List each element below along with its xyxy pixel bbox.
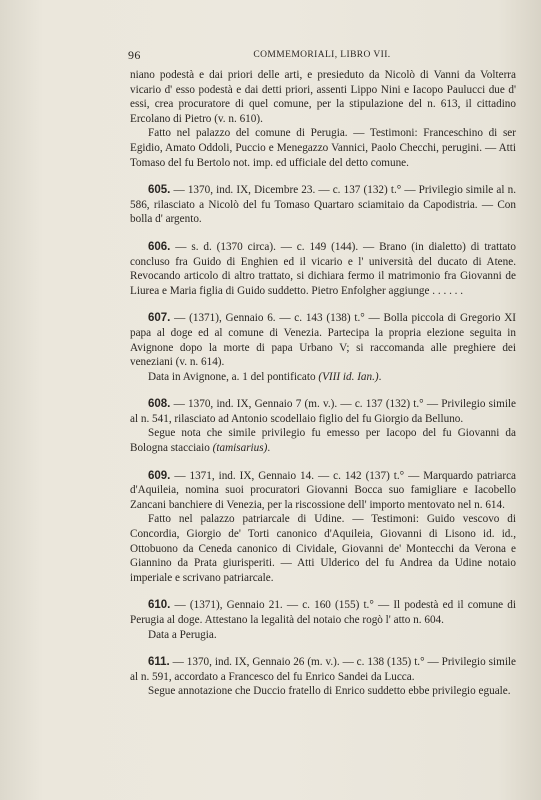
entry [130, 183, 516, 227]
entry-number: 607. [148, 312, 171, 325]
entry-text: — (1371), Gennaio 21. — c. 160 (155) t.° — Il podestà ed il comune di Perugia al doge. Attestano la legalità del notaio che rogò l' atto n. 604. [130, 599, 517, 626]
entry-text: — 1370, ind. IX, Gennaio 26 (m. v.). — c. 138 (135) t.° — Privilegio simile al n. 591, accordato a Francesco del fu Enrico Sandei da Lucca. [130, 656, 516, 683]
note-italic: (VIII id. Ian.) [318, 370, 379, 383]
entry-paragraph [130, 311, 516, 369]
entry-paragraph [130, 598, 516, 627]
entry-paragraph [130, 240, 516, 298]
note-text: Segue nota che simile privilegio fu emesso per Iacopo del fu Giovanni da Bologna stacciaio [130, 427, 516, 455]
entry-paragraph [130, 397, 516, 426]
note-text: Segue annotazione che Duccio fratello di Enrico suddetto ebbe privilegio eguale. [148, 685, 511, 698]
entry [130, 469, 516, 586]
entry-note [130, 426, 516, 455]
entry-paragraph [130, 469, 516, 513]
entry [130, 240, 516, 298]
continuation-paragraph: niano podestà e dai priori delle arti, e presieduto da Nicolò di Vanni da Volterra vicario d' esso podestà e dai detti priori, assenti Lippo Nini e Iacopo Paulucci due d' essi, crea procuratore di quel comune, per la stipulazione del n. 613, il cittadino Ercolano di Pietro (v. n. 610). [130, 69, 516, 125]
note-trailing: . [378, 370, 382, 383]
running-title: COMMEMORIALI, LIBRO VII. [253, 50, 391, 60]
page-body [130, 68, 516, 699]
entry-number: 611. [148, 656, 170, 669]
entry-number: 608. [148, 398, 171, 411]
entry-paragraph [130, 655, 516, 684]
entry-number: 605. [148, 184, 171, 197]
entry-text: — 1370, ind. IX, Dicembre 23. — c. 137 (132) t.° — Privilegio simile al n. 586, rilasciato a Nicolò del fu Tomaso Quartaro sciamitaio da Capodistria. — Con bolla d' argento. [130, 184, 516, 226]
entry-number: 610. [148, 599, 171, 612]
entries-list [130, 183, 516, 699]
entry-number: 609. [148, 469, 171, 482]
note-text: Fatto nel palazzo patriarcale di Udine. — Testimoni: Guido vescovo di Concordia, Giorgio de' Torti canonico d'Aquileia, Giovanni di Lisono id. id., Ottobuono da Ceneda canonico di Cividale, Giovanni de' Montecchi da Verona e Giannino da Prata giurisperiti. — Atti Ulderico del fu Andrea da Udine notaio imperiale e scrivano patriarcale. [130, 513, 516, 584]
note-italic: (tamisarius) [212, 442, 268, 455]
entry-text: — 1371, ind. IX, Gennaio 14. — c. 142 (137) t.° — Marquardo patriarca d'Aquileia, nomina suoi procuratori Giovanni Bocca suo famigliare e Iacobello Zancani banchiere di Venezia, per la riscossione dell' importo mentovato nel n. 614. [130, 469, 517, 511]
note-trailing: . [267, 442, 271, 455]
entry-text: — 1370, ind. IX, Gennaio 7 (m. v.). — c. 137 (132) t.° — Privilegio simile al n. 541, rilasciato ad Antonio scodellaio figlio del fu Giorgio da Belluno. [130, 398, 516, 425]
entry-note [130, 628, 516, 643]
entry-note [130, 512, 516, 585]
entry-text: — s. d. (1370 circa). — c. 149 (144). — Brano (in dialetto) di trattato concluso fra Guido di Enghien ed il vicario e l' università del ducato di Atene. Revocando articolo di altro trattato, si dichiara fermo il matrimonio fra Giovanni de Liurea e Maria figlia di Guido suddetto. Pietro Enfolgher aggiunge . . . . . . [130, 240, 517, 297]
page-header [128, 48, 516, 66]
entry-paragraph [130, 183, 516, 227]
entry-text: — (1371), Gennaio 6. — c. 143 (138) t.° — Bolla piccola di Gregorio XI papa al doge ed al comune di Venezia. Partecipa la propria elezione seguita in Avignone dopo la morte di papa Urbano V; si raccomanda alle preghiere dei veneziani (v. n. 614). [130, 312, 517, 369]
entry-note [130, 684, 516, 699]
continuation-note: Fatto nel palazzo del comune di Perugia. — Testimoni: Franceschino di ser Egidio, Amato Oddoli, Puccio e Menegazzo Vannici, Paolo Checchi, perugini. — Atti Tomaso del fu Bertolo not. imp. ed ufficiale del detto comune. [130, 127, 516, 169]
entry [130, 311, 516, 384]
entry [130, 397, 516, 455]
entry [130, 598, 516, 642]
note-text: Data in Avignone, a. 1 del pontificato [148, 370, 319, 383]
entry-note [130, 370, 516, 385]
note-text: Data a Perugia. [148, 628, 217, 641]
page-number: 96 [128, 48, 141, 62]
entry-number: 606. [148, 240, 171, 253]
entry [130, 655, 516, 699]
